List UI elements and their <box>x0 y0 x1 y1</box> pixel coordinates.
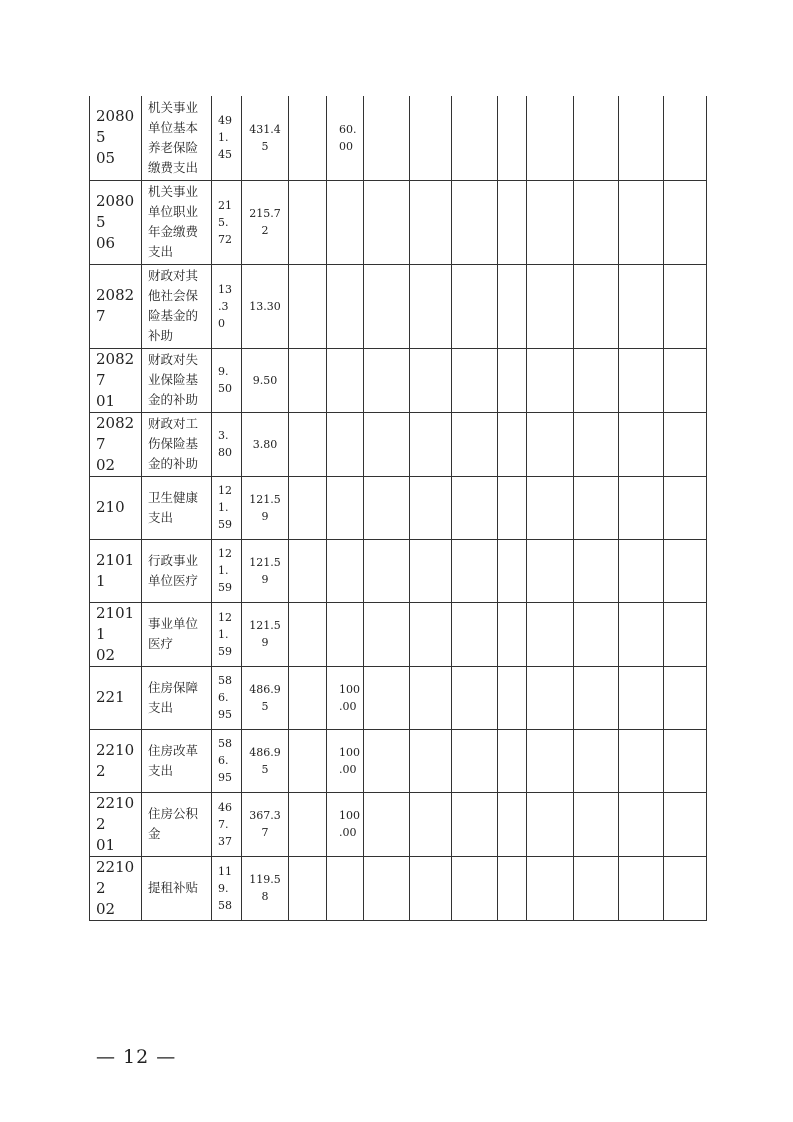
empty-amount-cell <box>289 856 327 920</box>
empty-cell <box>619 264 664 348</box>
empty-cell <box>452 264 498 348</box>
empty-cell <box>664 602 707 666</box>
empty-cell <box>498 729 527 792</box>
empty-amount-cell <box>289 539 327 602</box>
empty-cell <box>498 539 527 602</box>
basic-expenditure-cell: 13.30 <box>242 264 289 348</box>
empty-cell <box>364 96 410 180</box>
empty-cell <box>664 96 707 180</box>
project-expenditure-cell <box>327 180 364 264</box>
subject-code-cell: 20827 01 <box>90 348 142 412</box>
empty-cell <box>527 180 574 264</box>
empty-cell <box>410 476 452 539</box>
empty-cell <box>452 792 498 856</box>
empty-cell <box>410 856 452 920</box>
empty-cell <box>364 264 410 348</box>
empty-cell <box>410 729 452 792</box>
subject-code-cell: 22102 <box>90 729 142 792</box>
empty-cell <box>574 856 619 920</box>
empty-cell <box>574 602 619 666</box>
subject-code-cell: 221 <box>90 666 142 729</box>
basic-expenditure-cell: 486.9 5 <box>242 729 289 792</box>
subject-code-cell: 20805 06 <box>90 180 142 264</box>
empty-cell <box>364 539 410 602</box>
empty-cell <box>574 476 619 539</box>
empty-cell <box>574 180 619 264</box>
subject-name-cell: 财政对工 伤保险基 金的补助 <box>142 412 212 476</box>
empty-cell <box>364 729 410 792</box>
subject-name-cell: 住房改革 支出 <box>142 729 212 792</box>
table-row <box>90 792 707 856</box>
empty-cell <box>619 539 664 602</box>
table-body <box>90 96 707 920</box>
empty-cell <box>574 666 619 729</box>
empty-cell <box>664 539 707 602</box>
empty-cell <box>410 264 452 348</box>
total-amount-cell: 3. 80 <box>212 412 242 476</box>
table-row <box>90 666 707 729</box>
subject-code-cell: 20805 05 <box>90 96 142 180</box>
empty-cell <box>364 602 410 666</box>
basic-expenditure-cell: 431.4 5 <box>242 96 289 180</box>
total-amount-cell: 21 5. 72 <box>212 180 242 264</box>
empty-cell <box>452 856 498 920</box>
empty-cell <box>452 729 498 792</box>
basic-expenditure-cell: 215.7 2 <box>242 180 289 264</box>
empty-cell <box>452 476 498 539</box>
empty-cell <box>410 412 452 476</box>
basic-expenditure-cell: 121.5 9 <box>242 539 289 602</box>
empty-cell <box>664 856 707 920</box>
empty-cell <box>364 476 410 539</box>
subject-code-cell: 21011 02 <box>90 602 142 666</box>
table-row <box>90 412 707 476</box>
empty-cell <box>527 264 574 348</box>
empty-cell <box>410 602 452 666</box>
empty-cell <box>619 602 664 666</box>
subject-code-cell: 21011 <box>90 539 142 602</box>
project-expenditure-cell <box>327 476 364 539</box>
empty-cell <box>410 792 452 856</box>
empty-amount-cell <box>289 412 327 476</box>
empty-cell <box>664 476 707 539</box>
subject-name-cell: 行政事业 单位医疗 <box>142 539 212 602</box>
basic-expenditure-cell: 9.50 <box>242 348 289 412</box>
empty-amount-cell <box>289 180 327 264</box>
budget-expenditure-table <box>89 96 707 921</box>
empty-cell <box>452 666 498 729</box>
empty-cell <box>452 412 498 476</box>
subject-name-cell: 财政对失 业保险基 金的补助 <box>142 348 212 412</box>
empty-cell <box>574 96 619 180</box>
empty-cell <box>498 264 527 348</box>
empty-cell <box>410 180 452 264</box>
subject-code-cell: 22102 01 <box>90 792 142 856</box>
subject-name-cell: 住房公积 金 <box>142 792 212 856</box>
empty-cell <box>452 602 498 666</box>
empty-cell <box>410 666 452 729</box>
project-expenditure-cell <box>327 348 364 412</box>
empty-cell <box>452 539 498 602</box>
project-expenditure-cell <box>327 856 364 920</box>
empty-cell <box>664 180 707 264</box>
empty-cell <box>410 539 452 602</box>
project-expenditure-cell: 100 .00 <box>327 729 364 792</box>
empty-amount-cell <box>289 476 327 539</box>
project-expenditure-cell: 100 .00 <box>327 666 364 729</box>
empty-cell <box>527 476 574 539</box>
empty-cell <box>498 476 527 539</box>
empty-cell <box>527 539 574 602</box>
empty-cell <box>498 348 527 412</box>
empty-cell <box>527 729 574 792</box>
empty-cell <box>619 476 664 539</box>
basic-expenditure-cell: 367.3 7 <box>242 792 289 856</box>
empty-amount-cell <box>289 792 327 856</box>
table-row <box>90 348 707 412</box>
empty-cell <box>498 792 527 856</box>
project-expenditure-cell: 60. 00 <box>327 96 364 180</box>
empty-cell <box>527 856 574 920</box>
subject-name-cell: 机关事业 单位职业 年金缴费 支出 <box>142 180 212 264</box>
empty-cell <box>452 180 498 264</box>
empty-cell <box>410 348 452 412</box>
empty-cell <box>364 792 410 856</box>
basic-expenditure-cell: 3.80 <box>242 412 289 476</box>
total-amount-cell: 58 6. 95 <box>212 666 242 729</box>
empty-cell <box>410 96 452 180</box>
basic-expenditure-cell: 486.9 5 <box>242 666 289 729</box>
empty-cell <box>619 96 664 180</box>
empty-cell <box>619 412 664 476</box>
empty-cell <box>574 348 619 412</box>
table-row <box>90 180 707 264</box>
empty-cell <box>527 602 574 666</box>
empty-cell <box>574 539 619 602</box>
empty-cell <box>527 96 574 180</box>
total-amount-cell: 58 6. 95 <box>212 729 242 792</box>
project-expenditure-cell <box>327 602 364 666</box>
subject-code-cell: 20827 <box>90 264 142 348</box>
empty-amount-cell <box>289 602 327 666</box>
subject-name-cell: 财政对其 他社会保 险基金的 补助 <box>142 264 212 348</box>
subject-name-cell: 住房保障 支出 <box>142 666 212 729</box>
empty-cell <box>498 180 527 264</box>
empty-cell <box>527 348 574 412</box>
empty-cell <box>664 792 707 856</box>
project-expenditure-cell: 100 .00 <box>327 792 364 856</box>
empty-amount-cell <box>289 264 327 348</box>
empty-cell <box>364 412 410 476</box>
empty-cell <box>498 856 527 920</box>
table-row <box>90 96 707 180</box>
empty-amount-cell <box>289 348 327 412</box>
table-row <box>90 729 707 792</box>
empty-cell <box>498 412 527 476</box>
empty-cell <box>664 348 707 412</box>
empty-cell <box>364 348 410 412</box>
empty-cell <box>364 180 410 264</box>
table-row <box>90 476 707 539</box>
subject-name-cell: 卫生健康 支出 <box>142 476 212 539</box>
basic-expenditure-cell: 119.5 8 <box>242 856 289 920</box>
subject-name-cell: 提租补贴 <box>142 856 212 920</box>
project-expenditure-cell <box>327 412 364 476</box>
table-row <box>90 264 707 348</box>
subject-code-cell: 20827 02 <box>90 412 142 476</box>
empty-cell <box>664 264 707 348</box>
page-number: — 12 — <box>96 1046 177 1068</box>
basic-expenditure-cell: 121.5 9 <box>242 476 289 539</box>
subject-name-cell: 机关事业 单位基本 养老保险 缴费支出 <box>142 96 212 180</box>
empty-cell <box>574 729 619 792</box>
empty-amount-cell <box>289 729 327 792</box>
empty-cell <box>619 180 664 264</box>
total-amount-cell: 13 .3 0 <box>212 264 242 348</box>
subject-code-cell: 210 <box>90 476 142 539</box>
total-amount-cell: 11 9. 58 <box>212 856 242 920</box>
empty-cell <box>527 666 574 729</box>
total-amount-cell: 46 7. 37 <box>212 792 242 856</box>
empty-cell <box>527 412 574 476</box>
empty-cell <box>574 264 619 348</box>
table-row <box>90 539 707 602</box>
empty-cell <box>619 856 664 920</box>
empty-cell <box>664 729 707 792</box>
basic-expenditure-cell: 121.5 9 <box>242 602 289 666</box>
empty-cell <box>527 792 574 856</box>
total-amount-cell: 12 1. 59 <box>212 539 242 602</box>
table-row <box>90 602 707 666</box>
empty-cell <box>364 856 410 920</box>
total-amount-cell: 9. 50 <box>212 348 242 412</box>
empty-cell <box>364 666 410 729</box>
empty-cell <box>574 792 619 856</box>
empty-cell <box>619 729 664 792</box>
project-expenditure-cell <box>327 264 364 348</box>
empty-cell <box>619 666 664 729</box>
empty-cell <box>452 348 498 412</box>
empty-cell <box>498 96 527 180</box>
subject-code-cell: 22102 02 <box>90 856 142 920</box>
empty-cell <box>574 412 619 476</box>
empty-cell <box>498 666 527 729</box>
project-expenditure-cell <box>327 539 364 602</box>
empty-cell <box>664 666 707 729</box>
empty-cell <box>498 602 527 666</box>
total-amount-cell: 49 1. 45 <box>212 96 242 180</box>
empty-cell <box>452 96 498 180</box>
empty-amount-cell <box>289 96 327 180</box>
empty-amount-cell <box>289 666 327 729</box>
total-amount-cell: 12 1. 59 <box>212 476 242 539</box>
empty-cell <box>619 792 664 856</box>
empty-cell <box>619 348 664 412</box>
subject-name-cell: 事业单位 医疗 <box>142 602 212 666</box>
empty-cell <box>664 412 707 476</box>
table-row <box>90 856 707 920</box>
total-amount-cell: 12 1. 59 <box>212 602 242 666</box>
